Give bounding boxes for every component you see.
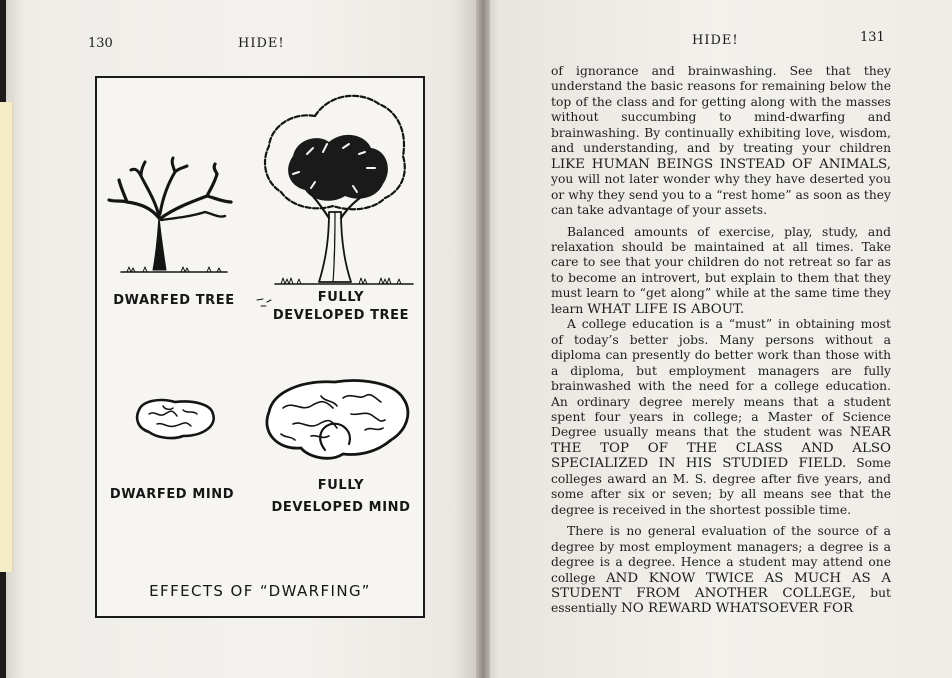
dwarfed-mind-label: DWARFED MIND	[109, 487, 235, 502]
developed-tree-label-line1: FULLY	[317, 290, 365, 305]
paragraph-1: of ignorance and brainwashing. See that they understand the basic reasons for remaining below the top of the class and for getting along with the masses without succumbing to mind-dwarfing and brainwashing. By continually exhibiting love, wisdom, and understanding, and by treating your children LIKE HUMAN BEINGS INSTEAD OF ANIMALS, you will not later wonder why they have deserted you or why they send you to a “rest home” as soon as they can take advantage of your assets.	[551, 64, 891, 218]
running-head-left: HIDE!	[238, 36, 285, 51]
running-head-right: HIDE!	[692, 33, 739, 48]
paragraph-3: A college education is a “must” in obtaining most of today’s better jobs. Many persons without a diploma can presently do better work than those with a diploma, but employment managers are fully brainwashed with the need for a college education. An ordinary degree merely means that a student spent four years in college; a Master of Science Degree usually means that the student was NEAR THE TOP OF THE CLASS AND ALSO SPECIALIZED IN HIS STUDIED FIELD. Some colleges award an M. S. degree after five years, and some after six or seven; by all means see that the degree is received in the shortest possible time.	[551, 317, 891, 517]
dwarfed-tree-label: DWARFED TREE	[113, 293, 235, 308]
dwarfed-mind-icon	[137, 400, 214, 438]
figure-title: EFFECTS OF “DWARFING”	[149, 582, 371, 600]
dwarfed-tree-icon	[109, 158, 231, 272]
book-gutter	[476, 0, 490, 678]
developed-mind-icon	[267, 381, 408, 459]
developed-tree-label-line2: DEVELOPED TREE	[272, 308, 410, 323]
dwarfing-illustration	[95, 76, 425, 618]
page-number-left: 130	[88, 36, 113, 51]
illustration-drawing	[97, 78, 423, 616]
developed-tree-icon	[257, 96, 413, 306]
body-text	[551, 64, 891, 617]
page-number-right: 131	[860, 30, 885, 45]
developed-mind-label-line1: FULLY	[317, 478, 365, 493]
paragraph-4: There is no general evaluation of the source of a degree by most employment managers; a degree is a degree is a degree. Hence a student may attend one college AND KNOW TWICE AS MUCH AS A STUDENT FROM ANOTHER COLLEGE, but essentially NO REWARD WHATSOEVER FOR	[551, 524, 891, 617]
paragraph-2: Balanced amounts of exercise, play, study, and relaxation should be maintained at all times. Take care to see that your children do not retreat so far as to become an introvert, but explain to them that they must learn to “get along” while at the same time they learn WHAT LIFE IS ABOUT.	[551, 224, 891, 317]
developed-mind-label-line2: DEVELOPED MIND	[271, 500, 411, 515]
bookmark-strip	[0, 102, 13, 572]
